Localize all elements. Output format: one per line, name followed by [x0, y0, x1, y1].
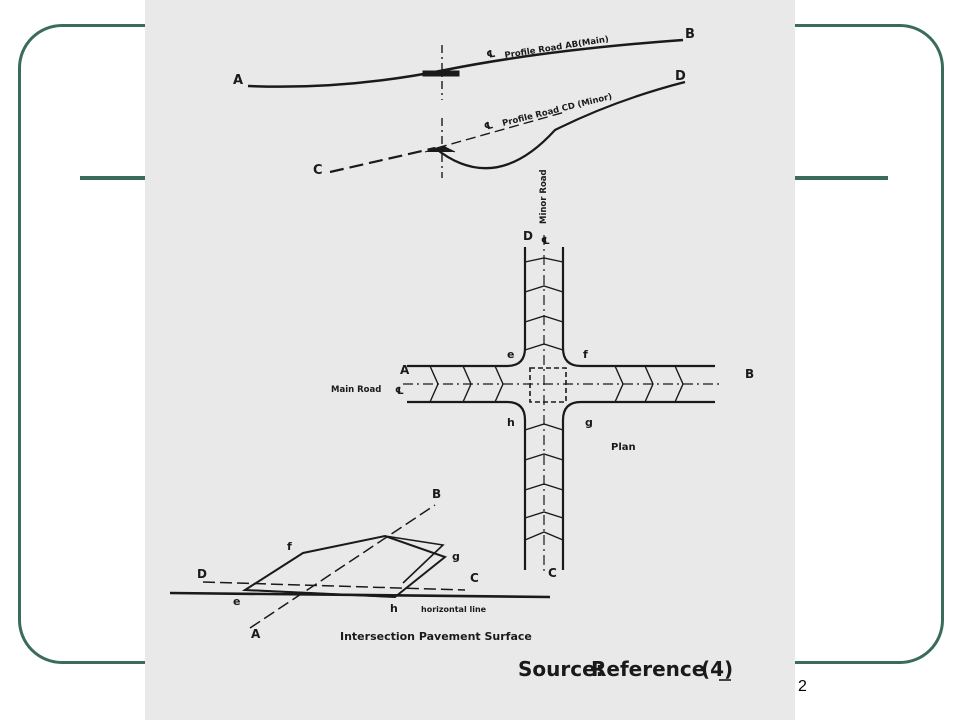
profile-ab-point-a: A [233, 73, 244, 88]
surface-title: Intersection Pavement Surface [340, 630, 532, 643]
plan-main-road-label: Main Road [331, 385, 382, 395]
surface-point-d: D [197, 567, 207, 581]
source-label: Source: [518, 657, 604, 681]
surface-corner-h: h [390, 602, 398, 615]
profile-ab-label: Profile Road AB(Main) [503, 34, 610, 61]
surface-corner-e: e [233, 595, 241, 608]
profile-ab-centerline-mark: ℄ [485, 48, 497, 61]
profile-ab [248, 40, 683, 100]
plan-minor-road-label: Minor Road [539, 169, 549, 224]
surface-point-b: B [432, 487, 442, 501]
plan-main-centerline-mark: ℄ [395, 386, 404, 397]
plan-corner-g: g [585, 416, 593, 429]
surface-point-a: A [251, 627, 261, 641]
plan-corner-e: e [507, 348, 515, 361]
plan-point-d: D [523, 229, 533, 243]
profile-cd-label: Profile Road CD (Minor) [501, 91, 614, 129]
source-reference: Reference [591, 657, 706, 681]
plan-point-c: C [548, 566, 557, 580]
source-reference-number: (4) [701, 657, 734, 681]
profile-cd-point-c: C [313, 163, 323, 178]
surface-point-c: C [470, 571, 479, 585]
profile-ab-point-b: B [685, 27, 695, 42]
plan-label: Plan [611, 442, 636, 453]
plan-point-a: A [400, 363, 410, 377]
pavement-surface [170, 505, 550, 628]
plan-minor-centerline-mark: ℄ [541, 236, 550, 247]
page-number: 2 [798, 678, 807, 695]
plan-view [403, 235, 720, 575]
plan-corner-f: f [583, 348, 588, 361]
profile-cd-centerline-mark: ℄ [483, 120, 495, 133]
plan-point-b: B [745, 367, 755, 381]
profile-cd [330, 82, 685, 178]
profile-cd-point-d: D [675, 69, 686, 84]
surface-corner-g: g [452, 550, 460, 563]
intersection-diagram [145, 0, 795, 720]
surface-corner-f: f [287, 540, 292, 553]
plan-corner-h: h [507, 416, 515, 429]
surface-horizontal-line-label: horizontal line [421, 605, 487, 614]
scanned-diagram [145, 0, 795, 720]
